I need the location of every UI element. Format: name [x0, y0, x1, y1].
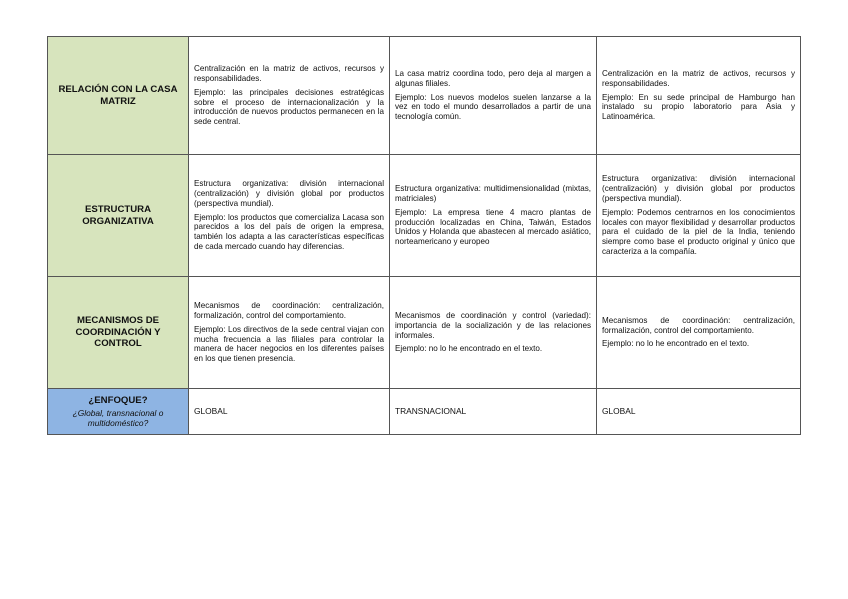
cell-example: Ejemplo: las principales decisiones estratégicas sobre el proceso de internacionalización y la introducción de nuevos productos permanecen en la sede central. [194, 87, 384, 127]
cell-example: Ejemplo: Los nuevos modelos suelen lanzarse a la vez en todo el mundo desarrollados a partir de una tecnología común. [395, 92, 591, 122]
row-header-mecanismos: MECANISMOS DE COORDINACIÓN Y CONTROL [48, 277, 189, 389]
table-cell [597, 277, 801, 389]
cell-example: Ejemplo: La empresa tiene 4 macro plantas de producción localizadas en China, Taiwán, Estados Unidos y Holanda que abastecen al mercado asiático, norteamericano y europeo [395, 207, 591, 247]
table-cell [390, 37, 597, 155]
cell-example: Ejemplo: no lo he encontrado en el texto. [395, 344, 543, 354]
table-row-mecanismos [48, 277, 801, 389]
cell-text: Estructura organizativa: multidimensionalidad (mixtas, matriciales) [395, 183, 591, 203]
cell-text: Centralización en la matriz de activos, recursos y responsabilidades. [194, 63, 384, 83]
table-cell [597, 155, 801, 277]
table-cell [189, 37, 390, 155]
cell-example: Ejemplo: En su sede principal de Hamburgo han instalado su propio laboratorio para Asia y Latinoamérica. [602, 92, 795, 122]
comparison-table [47, 36, 801, 435]
cell-example: Ejemplo: Podemos centrarnos en los conocimientos locales con mayor flexibilidad y desarrollar productos para el cuidado de la piel de la India, teniendo siempre como base el producto original y único que caracteriza a la compañía. [602, 207, 795, 257]
cell-text: Mecanismos de coordinación: centralización, formalización, control del comportamiento. [194, 300, 384, 320]
enfoque-value: TRANSNACIONAL [390, 389, 597, 435]
table-row-enfoque [48, 389, 801, 435]
row-header-enfoque [48, 389, 189, 435]
enfoque-subtitle: ¿Global, transnacional o multidoméstico? [72, 407, 164, 428]
cell-text: Estructura organizativa: división internacional (centralización) y división global por productos (perspectiva mundial). [602, 174, 795, 203]
enfoque-value: GLOBAL [189, 389, 390, 435]
enfoque-title: ¿ENFOQUE? [88, 395, 148, 407]
cell-text: Mecanismos de coordinación: centralización, formalización, control del comportamiento. [602, 315, 795, 335]
enfoque-value: GLOBAL [597, 389, 801, 435]
row-header-relacion: RELACIÓN CON LA CASA MATRIZ [48, 37, 189, 155]
table-cell [189, 277, 390, 389]
cell-example: Ejemplo: los productos que comercializa Lacasa son parecidos a los del país de origen la empresa, también los adapta a las características específicas de cada mercado cuando hay diferencias. [194, 212, 384, 252]
table-row-estructura [48, 155, 801, 277]
table-cell [390, 155, 597, 277]
table-row-relacion [48, 37, 801, 155]
table-cell [189, 155, 390, 277]
cell-example: Ejemplo: Los directivos de la sede central viajan con mucha frecuencia a las filiales para controlar la manera de hacer negocios en los diferentes países en los que tienen presencia. [194, 324, 384, 364]
table-cell [597, 37, 801, 155]
table-cell [390, 277, 597, 389]
cell-example: Ejemplo: no lo he encontrado en el texto. [602, 339, 750, 349]
cell-text: Mecanismos de coordinación y control (variedad): importancia de la socialización y de las relaciones informales. [395, 310, 591, 340]
cell-text: Centralización en la matriz de activos, recursos y responsabilidades. [602, 68, 795, 88]
cell-text: Estructura organizativa: división internacional (centralización) y división global por productos (perspectiva mundial). [194, 178, 384, 208]
cell-text: La casa matriz coordina todo, pero deja al margen a algunas filiales. [395, 68, 591, 88]
row-header-estructura: ESTRUCTURA ORGANIZATIVA [48, 155, 189, 277]
